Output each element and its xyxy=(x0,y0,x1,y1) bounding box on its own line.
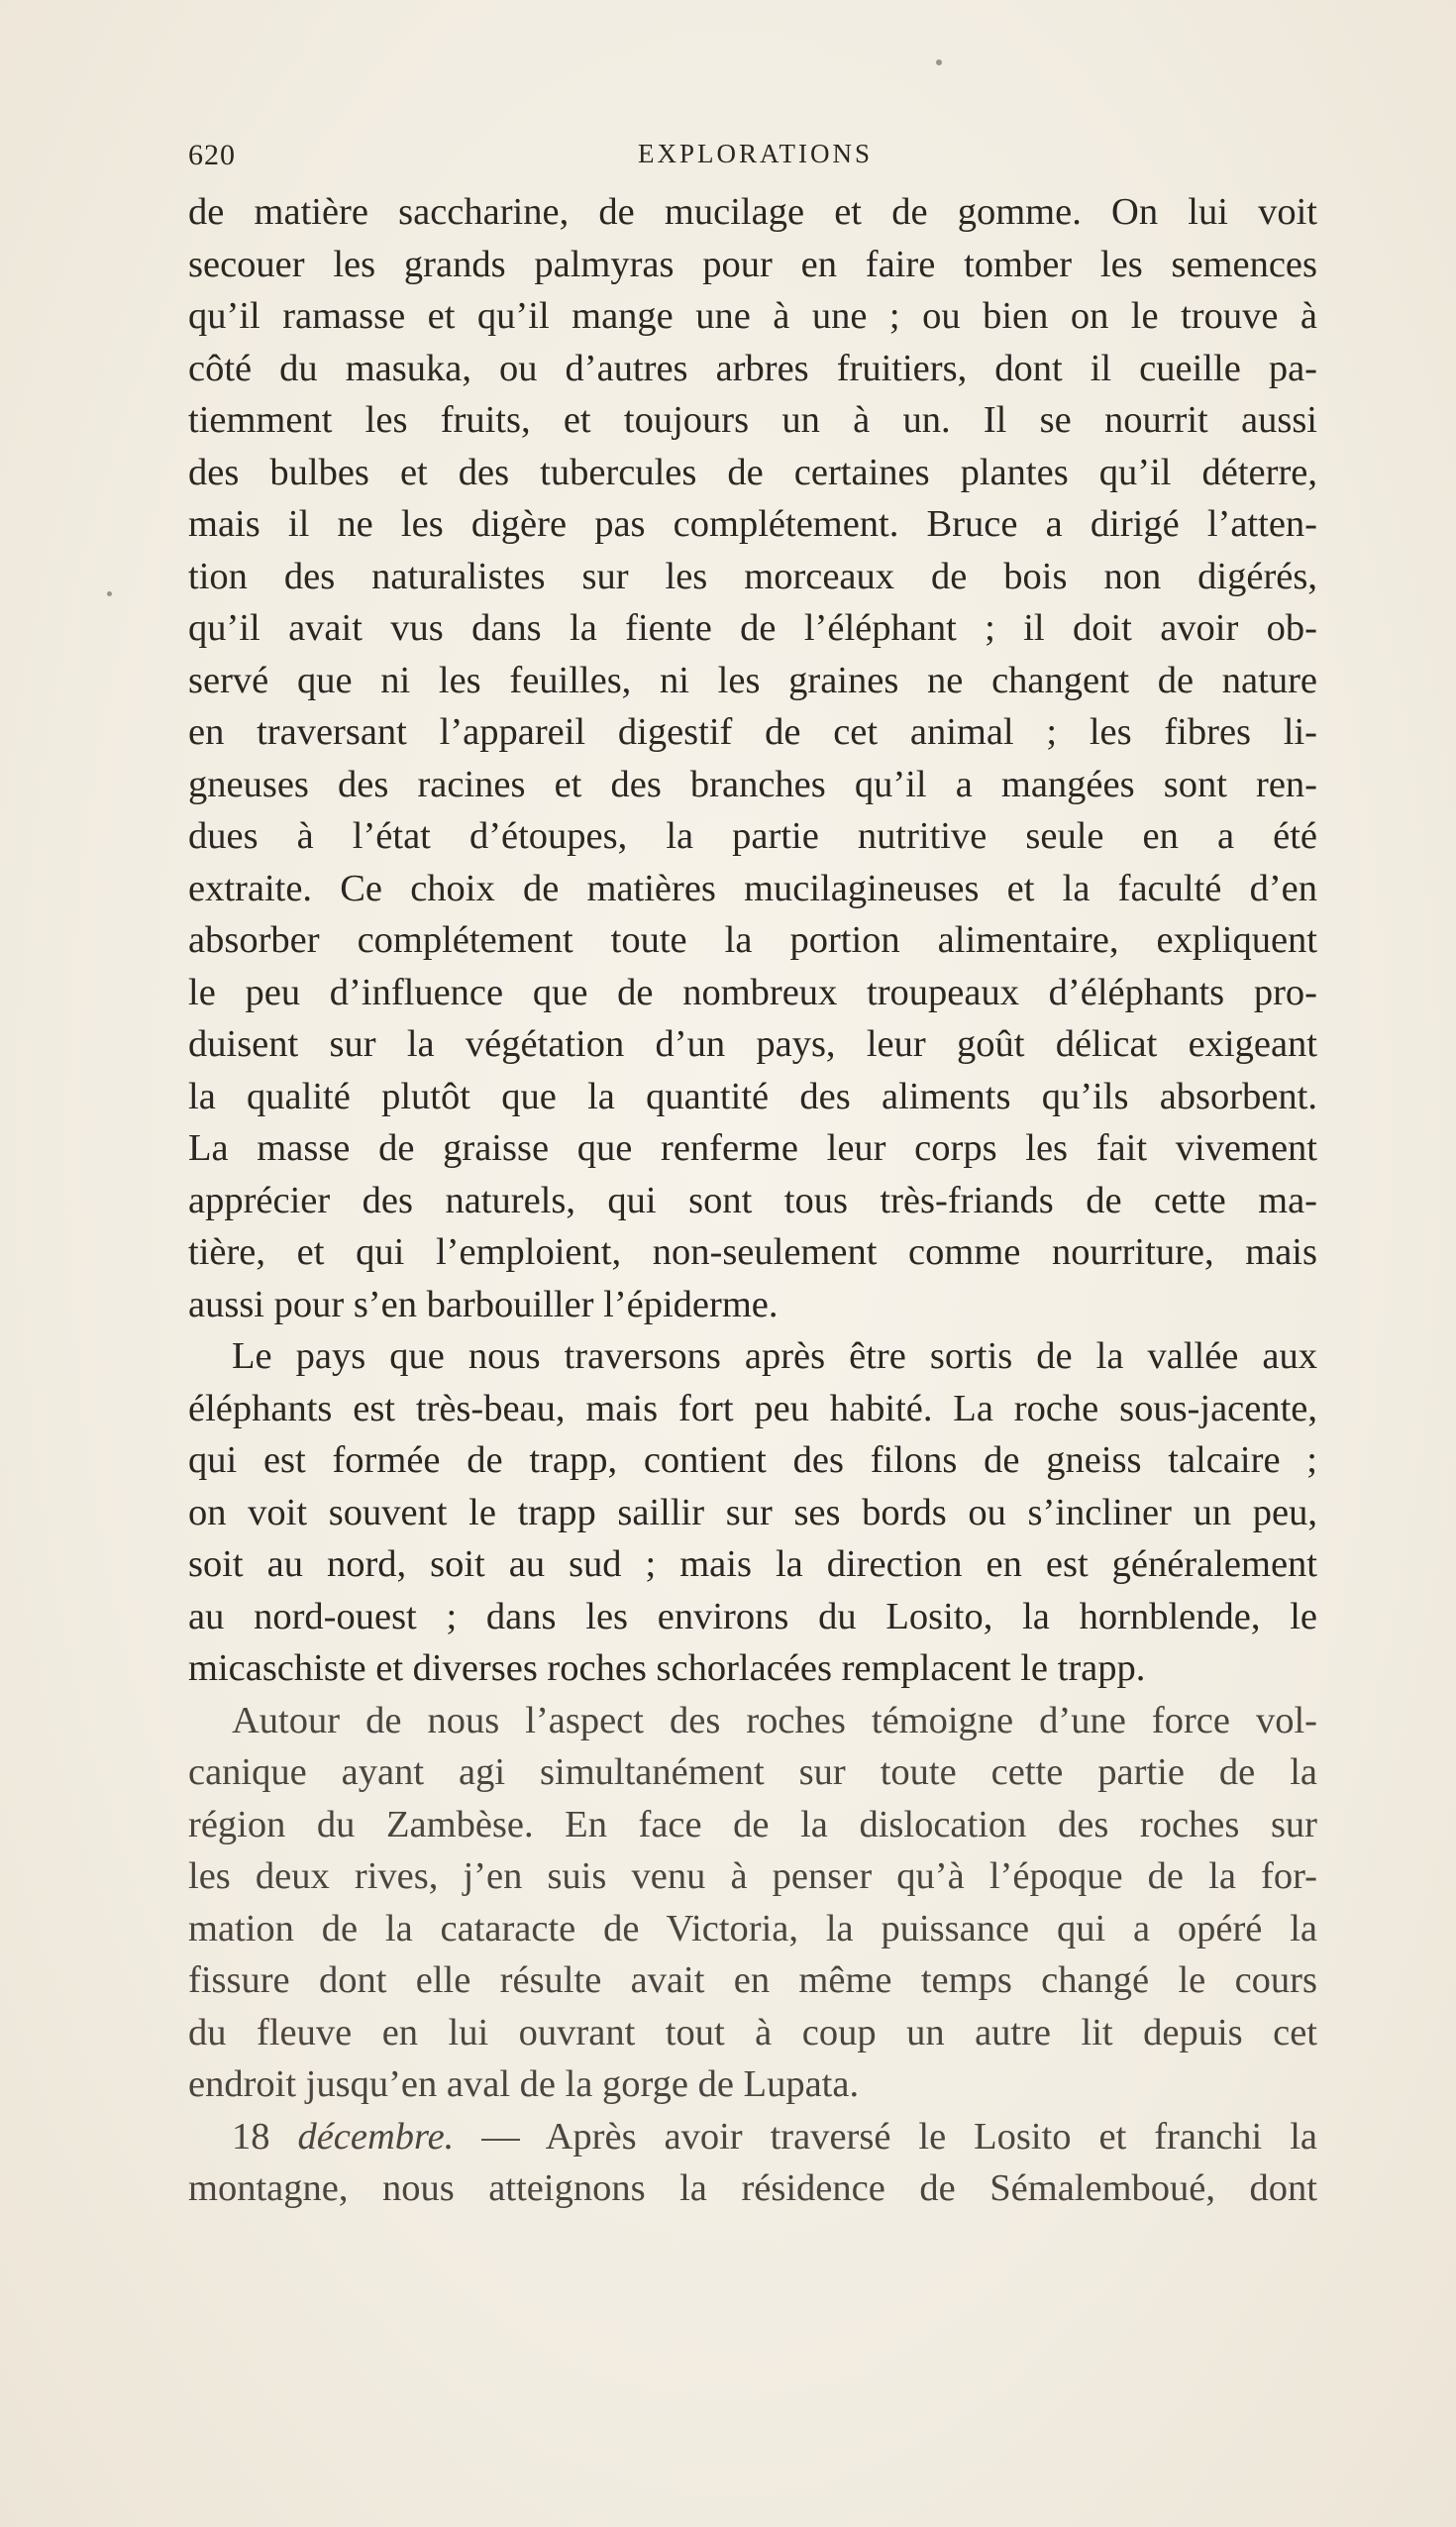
text-line: micaschiste et diverses roches schorlacées remplacent le trapp. xyxy=(188,1647,1146,1689)
text-line: servé que ni les feuilles, ni les graines ne changent de nature xyxy=(188,659,1317,701)
page-header xyxy=(188,139,1322,178)
text-line: aussi pour s’en barbouiller l’épiderme. xyxy=(188,1283,779,1325)
text-line: qu’il ramasse et qu’il mange une à une ; ou bien on le trouve à xyxy=(188,295,1317,337)
text-line: les deux rives, j’en suis venu à penser qu’à l’époque de la for- xyxy=(188,1855,1317,1897)
text-line: endroit jusqu’en aval de la gorge de Lupata. xyxy=(188,2063,860,2105)
margin-speck xyxy=(107,591,112,596)
text-line: de matière saccharine, de mucilage et de gomme. On lui voit xyxy=(188,191,1317,233)
margin-speck xyxy=(936,59,942,65)
text-line: soit au nord, soit au sud ; mais la direction en est généralement xyxy=(188,1543,1317,1585)
text-line: on voit souvent le trapp saillir sur ses bords ou s’incliner un peu, xyxy=(188,1491,1317,1533)
text-line: tion des naturalistes sur les morceaux de bois non digérés, xyxy=(188,555,1317,597)
text-line: tiemment les fruits, et toujours un à un. Il se nourrit aussi xyxy=(188,399,1317,441)
text-line: gneuses des racines et des branches qu’il a mangées sont ren- xyxy=(188,763,1317,805)
text-line: fissure dont elle résulte avait en même temps changé le cours xyxy=(188,1959,1317,2001)
text-line: absorber complétement toute la portion alimentaire, expliquent xyxy=(188,919,1317,961)
text-line: mation de la cataracte de Victoria, la puissance qui a opéré la xyxy=(188,1907,1317,1949)
text-line: mais il ne les digère pas complétement. Bruce a dirigé l’atten- xyxy=(188,503,1317,545)
text-line: apprécier des naturels, qui sont tous très-friands de cette ma- xyxy=(188,1179,1317,1221)
date-label: décembre. xyxy=(297,2115,455,2158)
text-line: Le pays que nous traversons après être sortis de la vallée aux xyxy=(232,1335,1317,1377)
text-line: côté du masuka, ou d’autres arbres fruitiers, dont il cueille pa- xyxy=(188,347,1317,389)
text-line: la qualité plutôt que la quantité des aliments qu’ils absorbent. xyxy=(188,1075,1317,1117)
text-line: extraite. Ce choix de matières mucilagineuses et la faculté d’en xyxy=(188,867,1317,909)
text-line: Autour de nous l’aspect des roches témoigne d’une force vol- xyxy=(232,1699,1317,1741)
text-line: dues à l’état d’étoupes, la partie nutritive seule en a été xyxy=(188,815,1317,857)
page-number: 620 xyxy=(188,139,236,171)
text-line: tière, et qui l’emploient, non-seulement comme nourriture, mais xyxy=(188,1231,1317,1273)
running-title: EXPLORATIONS xyxy=(637,139,873,168)
text-line: en traversant l’appareil digestif de cet animal ; les fibres li- xyxy=(188,711,1317,753)
text-line: La masse de graisse que renferme leur corps les fait vivement xyxy=(188,1127,1317,1169)
date-number: 18 xyxy=(232,2115,298,2158)
text-line: au nord-ouest ; dans les environs du Losito, la hornblende, le xyxy=(188,1595,1317,1637)
text-line: éléphants est très-beau, mais fort peu habité. La roche sous-jacente, xyxy=(188,1387,1317,1429)
text-line: région du Zambèse. En face de la dislocation des roches sur xyxy=(188,1803,1317,1845)
text-line: qu’il avait vus dans la fiente de l’éléphant ; il doit avoir ob- xyxy=(188,607,1317,649)
text-line: du fleuve en lui ouvrant tout à coup un autre lit depuis cet xyxy=(188,2011,1317,2053)
text-line: qui est formée de trapp, contient des filons de gneiss talcaire ; xyxy=(188,1439,1317,1481)
body-text xyxy=(188,186,1317,2215)
text-line: le peu d’influence que de nombreux troupeaux d’éléphants pro- xyxy=(188,971,1317,1013)
text-line: des bulbes et des tubercules de certaines plantes qu’il déterre, xyxy=(188,451,1317,493)
text-line: secouer les grands palmyras pour en faire tomber les semences xyxy=(188,243,1317,285)
text-line xyxy=(188,2111,1317,2163)
text-line: canique ayant agi simultanément sur toute cette partie de la xyxy=(188,1751,1317,1793)
text-line: duisent sur la végétation d’un pays, leur goût délicat exigeant xyxy=(188,1023,1317,1065)
date-line-rest: — Après avoir traversé le Losito et franchi la xyxy=(454,2115,1317,2158)
text-line: montagne, nous atteignons la résidence de Sémalemboué, dont xyxy=(188,2167,1317,2209)
